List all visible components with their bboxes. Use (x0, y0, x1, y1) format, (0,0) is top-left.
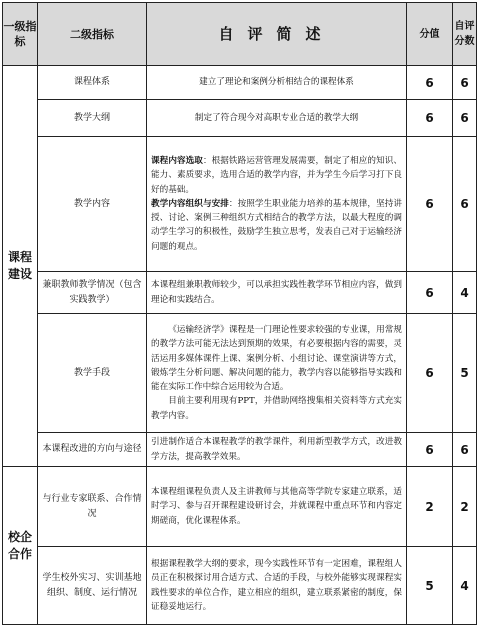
section-school-enterprise (3, 467, 38, 625)
indicator-cell: 课程体系 (38, 66, 147, 100)
table-row (3, 137, 477, 272)
table-row (3, 314, 477, 433)
self-score-cell: 6 (453, 433, 477, 467)
score-cell: 6 (407, 433, 453, 467)
header-self-score: 自评分数 (453, 3, 477, 66)
paragraph-text: ：按照学生职业能力培养的基本规律，坚持讲授、讨论、案例三种组织方式相结合的教学方法，以最大程度的调动学生学习的积极性，鼓励学生独立思考，发表自己对于运输经济问题的观点。 (151, 198, 402, 252)
table-row (3, 467, 477, 547)
self-score-cell: 4 (453, 272, 477, 314)
paragraph-text: 《运输经济学》课程是一门理论性要求较强的专业课，用常规的教学方法可能无法达到预期的效果，有必要根据内容的需要，灵活运用多媒体课件上课、案例分析、小组讨论、课堂演讲等方式，锻炼学生分析问题、解决问题的能力，教学内容以能够指导实践和能在实际工作中综合运用较为合适。 (151, 325, 402, 393)
score-cell: 6 (407, 137, 453, 272)
summary-cell: 根据课程教学大纲的要求，现今实践性环节有一定困难，课程组人员正在积极探讨用合适方式、合适的手段，与校外能够实现课程实践性要求的单位合作，建立相应的组织，建立联系紧密的制度，保证稳妥地运行。 (147, 547, 407, 625)
summary-cell: 本课程组兼职教师较少，可以承担实践性教学环节相应内容，做到理论和实践结合。 (147, 272, 407, 314)
indicator-cell: 学生校外实习、实训基地组织、制度、运行情况 (38, 547, 147, 625)
indicator-cell: 与行业专家联系、合作情况 (38, 467, 147, 547)
self-score-cell: 5 (453, 314, 477, 433)
indicator-cell: 教学手段 (38, 314, 147, 433)
self-score-cell: 6 (453, 66, 477, 100)
paragraph-text: 目前主要利用现有PPT，并借助网络搜集相关资料等方式充实教学内容。 (151, 396, 402, 421)
self-score-cell: 6 (453, 100, 477, 137)
section-label: 课程建设 (7, 250, 32, 281)
score-cell: 6 (407, 272, 453, 314)
section-label: 校企合作 (7, 529, 32, 561)
section-course-construction (3, 66, 38, 467)
indicator-cell: 教学大纲 (38, 100, 147, 137)
table-row (3, 66, 477, 100)
score-cell: 6 (407, 314, 453, 433)
header-level1: 一级指标 (3, 3, 38, 66)
summary-cell (147, 314, 407, 433)
summary-cell: 引进制作适合本课程教学的教学课件，利用新型教学方式，改进教学方法，提高教学效果。 (147, 433, 407, 467)
paragraph-label: 教学内容组织与安排 (151, 198, 229, 209)
indicator-cell: 兼职教师教学情况（包含实践教学） (38, 272, 147, 314)
summary-cell: 本课程组课程负责人及主讲教师与其他高等学院专家建立联系，适时学习、参与召开课程建设研讨会，并就课程中重点环节和内容定期磋商，优化课程体系。 (147, 467, 407, 547)
score-cell: 2 (407, 467, 453, 547)
self-score-cell: 2 (453, 467, 477, 547)
summary-cell: 制定了符合现今对高职专业合适的教学大纲 (147, 100, 407, 137)
table-row (3, 433, 477, 467)
header-level2: 二级指标 (38, 3, 147, 66)
table-row (3, 547, 477, 625)
header-summary: 自评简述 (147, 3, 407, 66)
indicator-cell: 教学内容 (38, 137, 147, 272)
paragraph-label: 课程内容选取 (151, 156, 203, 167)
score-cell: 6 (407, 100, 453, 137)
header-row (3, 3, 477, 66)
summary-cell (147, 137, 407, 272)
table-row (3, 100, 477, 137)
self-score-cell: 6 (453, 137, 477, 272)
score-cell: 6 (407, 66, 453, 100)
summary-cell: 建立了理论和案例分析相结合的课程体系 (147, 66, 407, 100)
table-row (3, 272, 477, 314)
paragraph-text: ：根据铁路运营管理发展需要，制定了相应的知识、能力、素质要求，选用合适的教学内容，并为学生今后学习打下良好的基础。 (151, 156, 402, 195)
header-score: 分值 (407, 3, 453, 66)
evaluation-table (2, 2, 477, 625)
indicator-cell: 本课程改进的方向与途径 (38, 433, 147, 467)
self-score-cell: 4 (453, 547, 477, 625)
score-cell: 5 (407, 547, 453, 625)
